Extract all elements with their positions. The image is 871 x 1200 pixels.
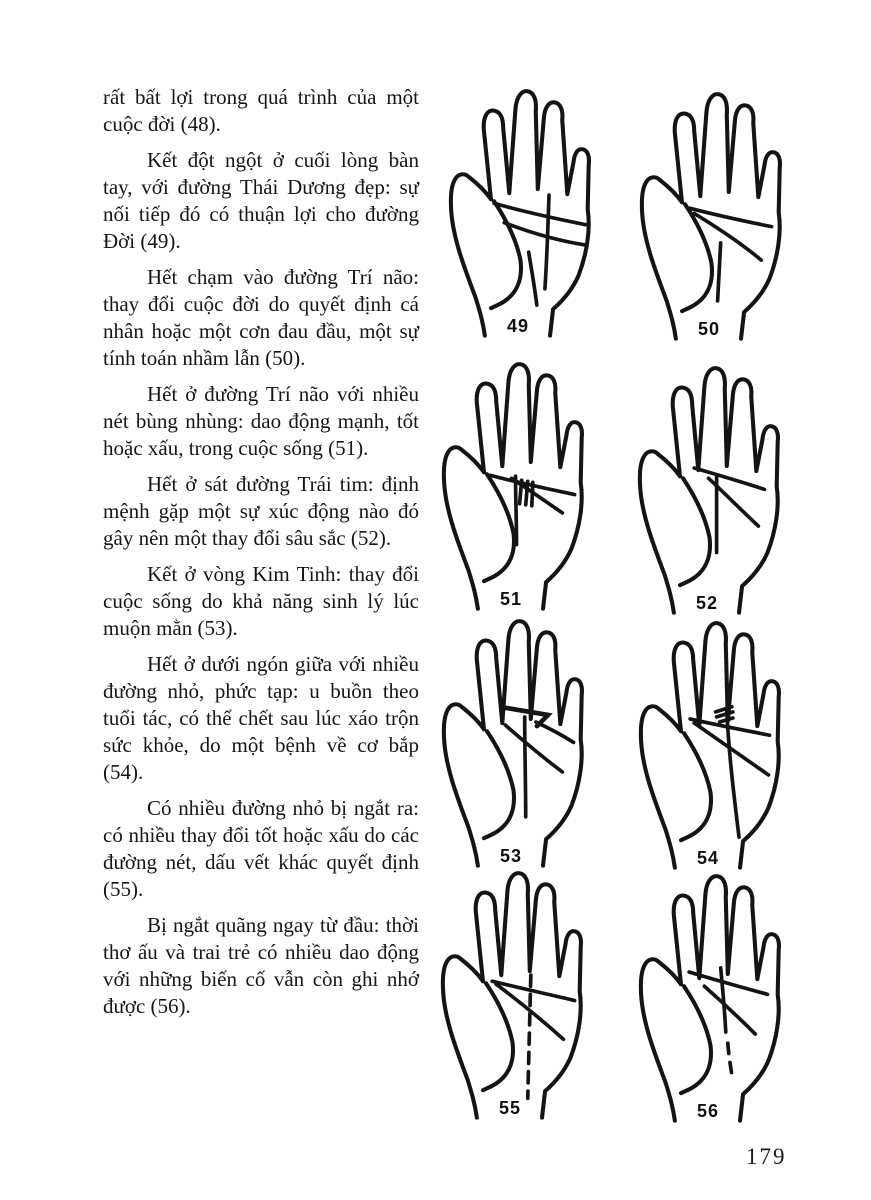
figure-number: 49: [506, 316, 530, 336]
palm-figure-50: [628, 82, 854, 364]
palm-figure-56: [627, 864, 853, 1146]
palm-figure-53: [430, 609, 656, 891]
body-text-column: [103, 84, 419, 1029]
figure-number: 52: [695, 593, 719, 613]
paragraph: rất bất lợi trong quá trình của một cuộc đời (48).: [103, 85, 419, 136]
figure-number: 54: [696, 848, 720, 868]
palm-figure-51: [430, 352, 656, 634]
paragraph: Bị ngắt quãng ngay từ đầu: thời thơ ấu và trai trẻ có nhiều dao động với những biến cố vẫn còn ghi nhớ được (56).: [103, 913, 419, 1018]
figure-number: 53: [499, 846, 523, 866]
paragraph: Kết đột ngột ở cuối lòng bàn tay, với đường Thái Dương đẹp: sự nối tiếp đó có thuận lợi cho đường Đời (49).: [103, 148, 419, 253]
palm-figure-55: [429, 861, 655, 1143]
paragraph: Có nhiều đường nhỏ bị ngắt ra: có nhiều thay đổi tốt hoặc xấu do các đường nét, dấu vết khác quyết định (55).: [103, 796, 419, 901]
palm-figure-52: [626, 356, 852, 638]
figure-number: 56: [696, 1101, 720, 1121]
paragraph: Hết ở dưới ngón giữa với nhiều đường nhỏ, phức tạp: u buồn theo tuổi tác, có thể chết sau lúc xáo trộn sức khỏe, do một bệnh về cơ bắp (54).: [103, 652, 419, 784]
paragraph: Hết ở đường Trí não với nhiều nét bùng nhùng: dao động mạnh, tốt hoặc xấu, trong cuộc sống (51).: [103, 382, 419, 460]
figure-number: 55: [498, 1098, 522, 1118]
hand-diagram-icon: [627, 864, 851, 1139]
hand-diagram-icon: [429, 861, 653, 1136]
palm-figure-54: [627, 611, 853, 893]
figure-number: 51: [499, 589, 523, 609]
figure-number: 50: [697, 319, 721, 339]
hand-diagram-icon: [627, 611, 851, 886]
hand-diagram-icon: [626, 356, 850, 631]
paragraph: Kết ở vòng Kim Tinh: thay đổi cuộc sống do khả năng sinh lý lúc muộn mằn (53).: [103, 562, 419, 640]
paragraph: Hết ở sát đường Trái tim: định mệnh gặp một sự xúc động nào đó gây nên một thay đổi sâu sắc (52).: [103, 472, 419, 550]
hand-diagram-icon: [628, 82, 852, 357]
page-number: 179: [746, 1144, 787, 1169]
hand-diagram-icon: [430, 352, 654, 627]
hand-diagram-icon: [430, 609, 654, 884]
paragraph: Hết chạm vào đường Trí não: thay đổi cuộc đời do quyết định cá nhân hoặc một cơn đau đầu, một sự tính toán nhầm lẫn (50).: [103, 265, 419, 370]
